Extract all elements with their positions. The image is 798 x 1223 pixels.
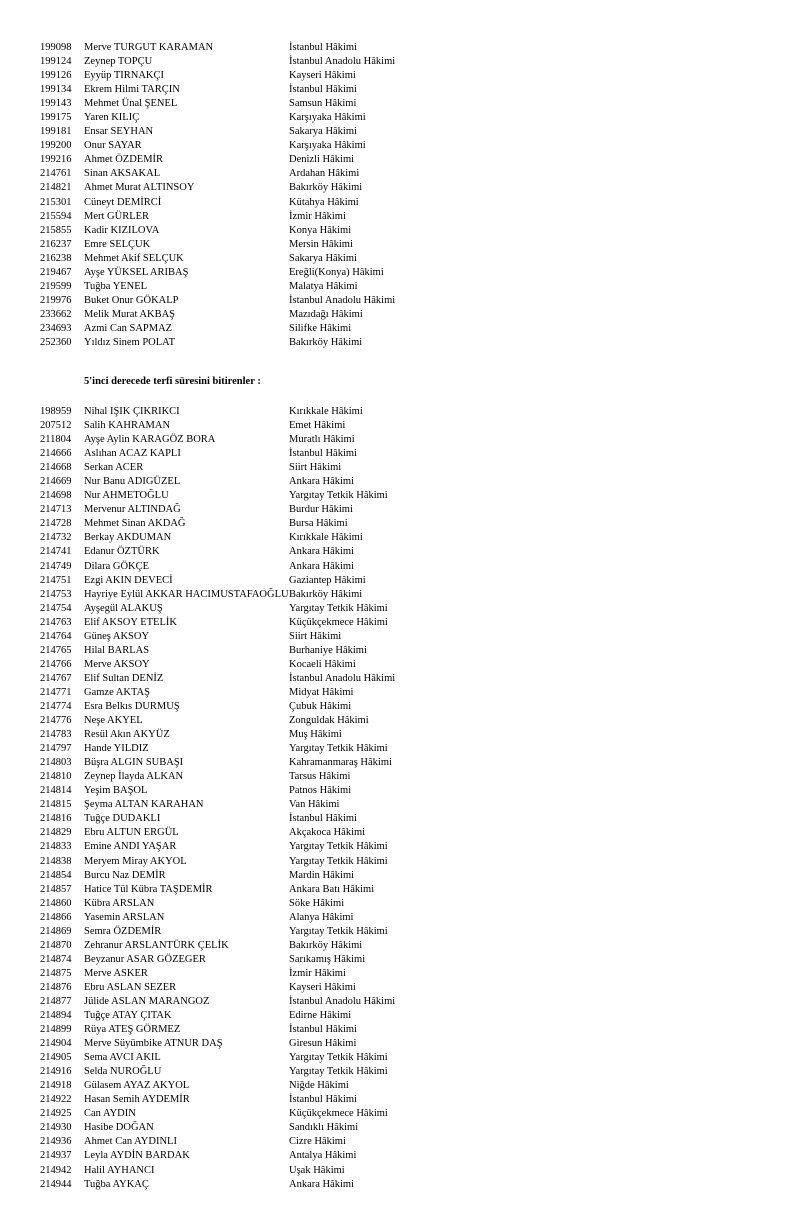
court-assignment: Burdur Hâkimi [289, 504, 353, 516]
court-assignment: Konya Hâkimi [289, 224, 352, 236]
court-assignment: Mersin Hâkimi [289, 238, 353, 250]
registry-number: 214877 [40, 995, 72, 1007]
registry-number: 214749 [40, 560, 72, 572]
person-name: Nihal IŞIK ÇIKRIKCI [84, 406, 180, 417]
court-assignment: Alanya Hâkimi [289, 911, 354, 923]
person-name: Meryem Miray AKYOL [84, 855, 187, 867]
court-assignment: Ankara Hâkimi [289, 546, 355, 558]
person-name: Yaren KILIÇ [84, 112, 140, 124]
court-assignment: İstanbul Hâkimi [289, 1094, 357, 1106]
person-name: Hande YILDIZ [84, 743, 149, 755]
registry-number: 199216 [40, 154, 72, 166]
court-assignment: Mardin Hâkimi [289, 869, 355, 881]
person-name: Onur SAYAR [84, 140, 142, 152]
person-name: Eyyüp TIRNAKÇI [84, 70, 165, 82]
registry-number: 214776 [40, 715, 72, 727]
person-name: Esra Belkıs DURMUŞ [84, 700, 180, 712]
person-name: Ahmet Murat ALTINSOY [84, 182, 195, 194]
court-assignment: Samsun Hâkimi [289, 98, 357, 110]
court-assignment: Karşıyaka Hâkimi [289, 140, 366, 152]
registry-number: 199200 [40, 140, 72, 152]
registry-number: 214751 [40, 574, 72, 586]
court-assignment: Malatya Hâkimi [289, 280, 358, 292]
court-assignment: Yargıtay Tetkik Hâkimi [289, 855, 388, 867]
person-name: Buket Onur GÖKALP [84, 294, 179, 306]
court-assignment: Ankara Hâkimi [289, 1178, 355, 1190]
registry-number: 214899 [40, 1024, 72, 1036]
court-assignment: Midyat Hâkimi [289, 686, 354, 698]
person-name: Kadir KIZILOVA [84, 224, 160, 236]
registry-number: 214916 [40, 1066, 72, 1078]
person-name: Semra ÖZDEMİR [84, 925, 162, 937]
court-assignment: Bakırköy Hâkimi [289, 588, 363, 600]
registry-number: 214905 [40, 1052, 72, 1064]
person-name: Zeynep İlayda ALKAN [84, 771, 184, 783]
person-name: Beyzanur ASAR GÖZEGER [84, 953, 206, 965]
person-name: Merve ASKER [84, 967, 148, 979]
court-assignment: İstanbul Hâkimi [289, 448, 357, 460]
person-name: Rüya ATEŞ GÖRMEZ [84, 1024, 181, 1036]
person-name: Edanur ÖZTÜRK [84, 546, 160, 558]
person-name: Zehranur ARSLANTÜRK ÇELİK [84, 939, 229, 951]
court-assignment: İstanbul Hâkimi [289, 1024, 357, 1036]
court-assignment: Silifke Hâkimi [289, 322, 352, 334]
court-assignment: Yargıtay Tetkik Hâkimi [289, 490, 388, 502]
person-name: Mehmet Sinan AKDAĞ [84, 518, 186, 530]
person-name: Gülasem AYAZ AKYOL [84, 1080, 190, 1092]
court-assignment: Bakırköy Hâkimi [289, 336, 363, 348]
registry-number: 214698 [40, 490, 72, 502]
court-assignment: Kayseri Hâkimi [289, 981, 356, 993]
person-name: Ayşe Aylin KARAGÖZ BORA [84, 434, 216, 446]
person-name: Merve TURGUT KARAMAN [84, 42, 214, 53]
registry-number: 199175 [40, 112, 72, 124]
court-assignment: Ereğli(Konya) Hâkimi [289, 266, 384, 278]
court-assignment: Kayseri Hâkimi [289, 70, 356, 82]
registry-number: 216238 [40, 252, 72, 264]
person-name: Selda NUROĞLU [84, 1066, 162, 1078]
person-name: Burcu Naz DEMİR [84, 869, 166, 881]
registry-number: 214930 [40, 1122, 72, 1134]
court-assignment: Sarıkamış Hâkimi [289, 953, 366, 965]
registry-number: 214829 [40, 827, 72, 839]
person-name: Sinan AKSAKAL [84, 168, 161, 180]
person-name: Güneş AKSOY [84, 630, 150, 642]
registry-number: 214875 [40, 967, 72, 979]
court-assignment: Uşak Hâkimi [289, 1164, 345, 1176]
court-assignment: Zonguldak Hâkimi [289, 715, 369, 727]
registry-number: 252360 [40, 336, 72, 348]
registry-number: 219599 [40, 280, 72, 292]
person-name: Resül Akın AKYÜZ [84, 729, 170, 741]
court-assignment: Sandıklı Hâkimi [289, 1122, 359, 1134]
person-name: Mehmet Ünal ŞENEL [84, 98, 178, 110]
court-assignment: Küçükçekmece Hâkimi [289, 616, 388, 628]
court-assignment: İstanbul Hâkimi [289, 84, 357, 96]
court-assignment: Tarsus Hâkimi [289, 771, 351, 783]
court-assignment: Niğde Hâkimi [289, 1080, 349, 1092]
person-name: Berkay AKDUMAN [84, 532, 172, 544]
registry-number: 214815 [40, 799, 72, 811]
registry-number: 199134 [40, 84, 72, 96]
person-name: Ekrem Hilmi TARÇIN [84, 84, 180, 96]
court-assignment: Kahramanmaraş Hâkimi [289, 757, 392, 769]
court-assignment: Burhaniye Hâkimi [289, 644, 367, 656]
court-assignment: Ankara Batı Hâkimi [289, 883, 375, 895]
registry-number: 214869 [40, 925, 72, 937]
court-assignment: Edirne Hâkimi [289, 1010, 352, 1022]
court-assignment: Yargıtay Tetkik Hâkimi [289, 1066, 388, 1078]
court-assignment: Bursa Hâkimi [289, 518, 348, 530]
person-name: Mehmet Akif SELÇUK [84, 252, 184, 264]
court-assignment: Gaziantep Hâkimi [289, 574, 366, 586]
court-assignment: İstanbul Anadolu Hâkimi [289, 294, 396, 306]
court-assignment: Yargıtay Tetkik Hâkimi [289, 1052, 388, 1064]
person-name: Tuğba YENEL [84, 280, 148, 292]
person-name: Salih KAHRAMAN [84, 420, 171, 432]
person-name: Can AYDIN [84, 1108, 136, 1120]
court-assignment: Sakarya Hâkimi [289, 252, 357, 264]
court-assignment: Sakarya Hâkimi [289, 126, 357, 138]
person-name: Hasibe DOĞAN [84, 1122, 154, 1134]
court-assignment: Yargıtay Tetkik Hâkimi [289, 602, 388, 614]
registry-number: 214816 [40, 813, 72, 825]
person-name: Sema AVCI AKIL [84, 1052, 161, 1064]
court-assignment: İstanbul Anadolu Hâkimi [289, 56, 396, 68]
registry-number: 233662 [40, 308, 72, 320]
person-name: Emine ANDI YAŞAR [84, 841, 177, 853]
court-assignment: Akçakoca Hâkimi [289, 827, 366, 839]
person-name: Tuğçe ATAY ÇITAK [84, 1010, 172, 1022]
registry-number: 199124 [40, 56, 72, 68]
person-name: Mervenur ALTINDAĞ [84, 504, 181, 516]
registry-number: 219467 [40, 266, 72, 278]
court-assignment: İzmir Hâkimi [289, 210, 346, 222]
person-name: Hilal BARLAS [84, 644, 150, 656]
court-assignment: Kırıkkale Hâkimi [289, 532, 363, 544]
person-name: Elif Sultan DENİZ [84, 672, 164, 684]
registry-number: 214810 [40, 771, 72, 783]
court-assignment: Kırıkkale Hâkimi [289, 406, 363, 417]
registry-number: 214728 [40, 518, 72, 530]
person-name: Merve Süyümbike ATNUR DAŞ [84, 1038, 223, 1050]
person-name: Halil AYHANCI [84, 1164, 155, 1176]
registry-number: 214732 [40, 532, 72, 544]
person-name: Hasan Semih AYDEMİR [84, 1094, 190, 1106]
registry-number: 214894 [40, 1010, 72, 1022]
court-assignment: Yargıtay Tetkik Hâkimi [289, 841, 388, 853]
registry-number: 214767 [40, 672, 72, 684]
court-assignment: Ardahan Hâkimi [289, 168, 360, 180]
court-assignment: İstanbul Hâkimi [289, 42, 357, 53]
court-assignment: Bakırköy Hâkimi [289, 182, 363, 194]
registry-number: 214857 [40, 883, 72, 895]
court-assignment: Kütahya Hâkimi [289, 196, 359, 208]
person-name: Ahmet Can AYDINLI [84, 1136, 177, 1148]
person-name: Leyla AYDİN BARDAK [84, 1150, 190, 1162]
person-name: Ensar SEYHAN [84, 126, 154, 138]
court-assignment: Emet Hâkimi [289, 420, 346, 432]
person-name: Emre SELÇUK [84, 238, 151, 250]
registry-number: 214761 [40, 168, 72, 180]
person-name: Neşe AKYEL [84, 715, 143, 727]
court-assignment: Yargıtay Tetkik Hâkimi [289, 925, 388, 937]
registry-number: 214870 [40, 939, 72, 951]
registry-number: 214922 [40, 1094, 72, 1106]
person-name: Yeşim BAŞOL [84, 785, 148, 797]
court-assignment: Cizre Hâkimi [289, 1136, 346, 1148]
registry-number: 215594 [40, 210, 72, 222]
person-name: Jülide ASLAN MARANGOZ [84, 995, 210, 1007]
registry-number: 214854 [40, 869, 72, 881]
registry-number: 211804 [40, 434, 72, 446]
registry-number: 214936 [40, 1136, 72, 1148]
registry-number: 214904 [40, 1038, 72, 1050]
person-name: Ahmet ÖZDEMİR [84, 154, 164, 166]
section-heading: 5'inci derecede terfi süresini bitirenler : [84, 376, 261, 387]
court-assignment: Karşıyaka Hâkimi [289, 112, 366, 124]
person-name: Gamze AKTAŞ [84, 686, 150, 698]
registry-number: 214874 [40, 953, 72, 965]
registry-number: 207512 [40, 420, 72, 432]
person-name: Tuğba AYKAÇ [84, 1178, 149, 1190]
person-name: Aslıhan ACAZ KAPLI [84, 448, 181, 460]
registry-number: 198959 [40, 406, 72, 417]
registry-number: 214763 [40, 616, 72, 628]
registry-number: 199143 [40, 98, 72, 110]
person-name: Yasemin ARSLAN [84, 911, 165, 923]
court-assignment: Giresun Hâkimi [289, 1038, 357, 1050]
court-assignment: Antalya Hâkimi [289, 1150, 357, 1162]
person-name: Melik Murat AKBAŞ [84, 308, 176, 320]
person-name: Kübra ARSLAN [84, 897, 155, 909]
person-name: Nur AHMETOĞLU [84, 490, 169, 502]
person-name: Cüneyt DEMİRCİ [84, 196, 162, 208]
court-assignment: Ankara Hâkimi [289, 476, 355, 488]
court-assignment: Mazıdağı Hâkimi [289, 308, 363, 320]
person-name: Zeynep TOPÇU [84, 56, 153, 68]
court-assignment: Yargıtay Tetkik Hâkimi [289, 743, 388, 755]
person-name: Büşra ALGIN SUBAŞI [84, 757, 184, 769]
registry-number: 234693 [40, 322, 72, 334]
registry-number: 215855 [40, 224, 72, 236]
person-name: Hayriye Eylül AKKAR HACIMUSTAFAOĞLU [84, 588, 289, 600]
court-assignment: Çubuk Hâkimi [289, 700, 352, 712]
registry-number: 214918 [40, 1080, 72, 1092]
person-name: Merve AKSOY [84, 658, 150, 670]
person-name: Ebru ALTUN ERGÜL [84, 827, 179, 839]
registry-number: 214765 [40, 644, 72, 656]
registry-number: 214764 [40, 630, 72, 642]
registry-number: 214925 [40, 1108, 72, 1120]
person-name: Ayşegül ALAKUŞ [84, 602, 163, 614]
person-name: Elif AKSOY ETELİK [84, 616, 177, 628]
registry-number: 199126 [40, 70, 72, 82]
court-assignment: Siirt Hâkimi [289, 462, 342, 474]
registry-number: 214797 [40, 743, 72, 755]
court-assignment: Söke Hâkimi [289, 897, 345, 909]
court-assignment: Küçükçekmece Hâkimi [289, 1108, 388, 1120]
person-name: Dilara GÖKÇE [84, 560, 150, 572]
registry-number: 216237 [40, 238, 72, 250]
court-assignment: Patnos Hâkimi [289, 785, 352, 797]
registry-number: 214774 [40, 700, 72, 712]
registry-number: 214753 [40, 588, 72, 600]
registry-number: 214666 [40, 448, 72, 460]
court-assignment: Ankara Hâkimi [289, 560, 355, 572]
person-name: Azmi Can SAPMAZ [84, 322, 173, 334]
court-assignment: Siirt Hâkimi [289, 630, 342, 642]
court-assignment: Denizli Hâkimi [289, 154, 355, 166]
registry-number: 214833 [40, 841, 72, 853]
registry-number: 214766 [40, 658, 72, 670]
person-name: Ayşe YÜKSEL ARIBAŞ [84, 266, 189, 278]
registry-number: 214838 [40, 855, 72, 867]
registry-number: 214771 [40, 686, 72, 698]
person-name: Yıldız Sinem POLAT [84, 336, 175, 348]
registry-number: 199098 [40, 42, 72, 53]
person-name: Hatice Tül Kübra TAŞDEMİR [84, 883, 213, 895]
court-assignment: Bakırköy Hâkimi [289, 939, 363, 951]
court-assignment: İstanbul Anadolu Hâkimi [289, 995, 396, 1007]
registry-number: 214942 [40, 1164, 72, 1176]
person-name: Mert GÜRLER [84, 210, 150, 222]
registry-number: 214937 [40, 1150, 72, 1162]
court-assignment: Muş Hâkimi [289, 729, 342, 741]
registry-number: 214821 [40, 182, 72, 194]
person-name: Nur Banu ADIGÜZEL [84, 476, 181, 488]
person-name: Serkan ACER [84, 462, 144, 474]
registry-number: 219976 [40, 294, 72, 306]
registry-number: 214668 [40, 462, 72, 474]
registry-number: 214741 [40, 546, 72, 558]
court-assignment: Kocaeli Hâkimi [289, 658, 356, 670]
court-assignment: İstanbul Hâkimi [289, 813, 357, 825]
person-name: Şeyma ALTAN KARAHAN [84, 799, 204, 811]
registry-number: 214860 [40, 897, 72, 909]
person-name: Tuğçe DUDAKLI [84, 813, 161, 825]
registry-number: 214876 [40, 981, 72, 993]
court-assignment: İzmir Hâkimi [289, 967, 346, 979]
registry-number: 214713 [40, 504, 72, 516]
registry-number: 214866 [40, 911, 72, 923]
registry-number: 214754 [40, 602, 72, 614]
registry-number: 214814 [40, 785, 72, 797]
registry-number: 215301 [40, 196, 72, 208]
registry-number: 199181 [40, 126, 72, 138]
registry-number: 214944 [40, 1178, 72, 1190]
court-assignment: Muratlı Hâkimi [289, 434, 355, 446]
registry-number: 214783 [40, 729, 72, 741]
court-assignment: Van Hâkimi [289, 799, 340, 811]
person-name: Ezgi AKIN DEVECİ [84, 574, 173, 586]
person-name: Ebru ASLAN SEZER [84, 981, 177, 993]
registry-number: 214803 [40, 757, 72, 769]
registry-number: 214669 [40, 476, 72, 488]
court-assignment: İstanbul Anadolu Hâkimi [289, 672, 396, 684]
